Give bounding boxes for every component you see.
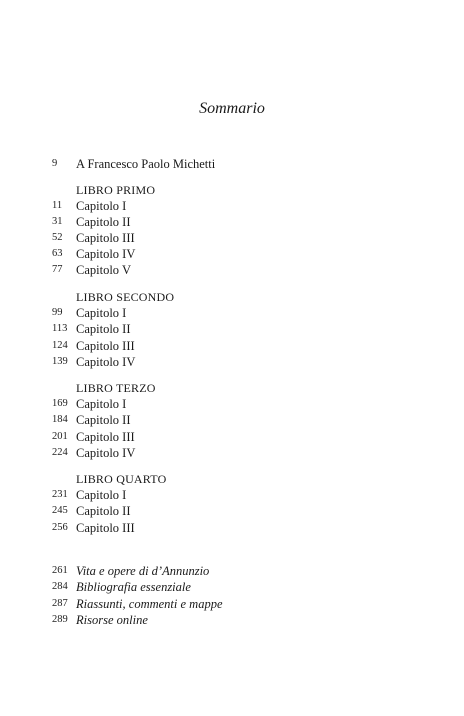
page-number: 63 — [52, 248, 63, 259]
page-number: 52 — [52, 232, 63, 243]
page-number: 124 — [52, 340, 68, 351]
book-heading: LIBRO TERZO — [76, 381, 156, 395]
page-number: 287 — [52, 598, 68, 609]
page-number: 245 — [52, 505, 68, 516]
book-heading: LIBRO SECONDO — [76, 290, 175, 304]
page-number: 99 — [52, 307, 63, 318]
page-number: 184 — [52, 414, 68, 425]
page-number: 31 — [52, 216, 63, 227]
appendix-label: Riassunti, commenti e mappe — [76, 597, 223, 611]
appendix-label: Vita e opere di d’Annunzio — [76, 564, 210, 578]
chapter-label: Capitolo III — [76, 521, 135, 535]
page-number: 169 — [52, 398, 68, 409]
appendix-label: Risorse online — [76, 613, 148, 627]
chapter-label: Capitolo II — [76, 215, 131, 229]
page-number: 139 — [52, 356, 68, 367]
chapter-label: Capitolo II — [76, 413, 131, 427]
chapter-label: Capitolo I — [76, 488, 127, 502]
page-title: Sommario — [199, 100, 265, 117]
page-number: 261 — [52, 565, 68, 576]
page-number: 284 — [52, 581, 68, 592]
chapter-label: Capitolo IV — [76, 355, 136, 369]
page-number: 231 — [52, 489, 68, 500]
book-heading: LIBRO PRIMO — [76, 183, 156, 197]
page-number: 9 — [52, 158, 58, 169]
chapter-label: Capitolo III — [76, 339, 135, 353]
page-number: 201 — [52, 431, 68, 442]
chapter-label: Capitolo II — [76, 322, 131, 336]
chapter-label: Capitolo III — [76, 231, 135, 245]
page-number: 77 — [52, 264, 63, 275]
chapter-label: Capitolo III — [76, 430, 135, 444]
page-number: 11 — [52, 200, 63, 211]
chapter-label: Capitolo IV — [76, 247, 136, 261]
page-number: 289 — [52, 614, 68, 625]
book-heading: LIBRO QUARTO — [76, 472, 167, 486]
appendix-label: Bibliografia essenziale — [76, 580, 191, 594]
chapter-label: Capitolo II — [76, 504, 131, 518]
page-number: 224 — [52, 447, 68, 458]
chapter-label: Capitolo I — [76, 199, 127, 213]
page-number: 113 — [52, 323, 68, 334]
chapter-label: Capitolo I — [76, 397, 127, 411]
page-number: 256 — [52, 522, 68, 533]
entry-label: A Francesco Paolo Michetti — [76, 157, 216, 171]
chapter-label: Capitolo V — [76, 263, 131, 277]
chapter-label: Capitolo IV — [76, 446, 136, 460]
chapter-label: Capitolo I — [76, 306, 127, 320]
